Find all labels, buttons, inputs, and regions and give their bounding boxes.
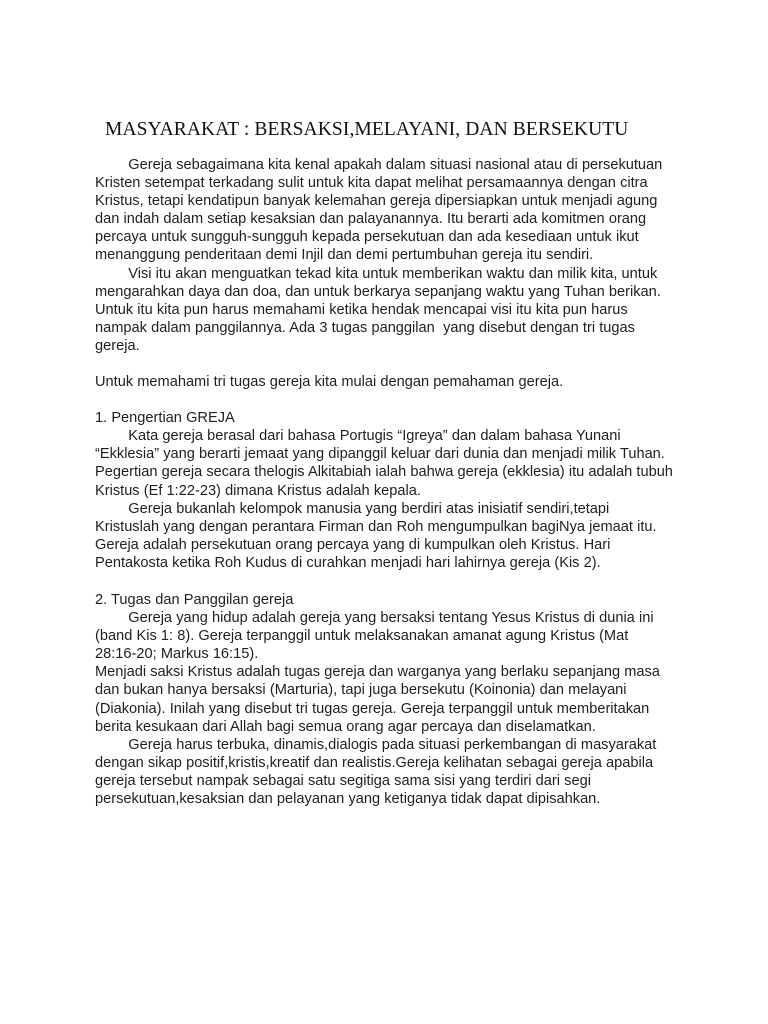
paragraph-spacer: [95, 391, 673, 409]
heading-tugas-dan-panggilan: 2. Tugas dan Panggilan gereja: [95, 591, 294, 608]
page-title: MASYARAKAT : BERSAKSI,MELAYANI, DAN BERSEKUTU: [105, 119, 629, 140]
paragraph-visi: Visi itu akan menguatkan tekad kita untuk memberikan waktu dan milik kita, untuk mengarahkan daya dan doa, dan untuk berkarya sepanjang waktu yang Tuhan berikan. Untuk itu kita pun harus memahami ketika hendak mencapai visi itu kita pun harus nampak dalam panggilannya. Ada 3 tugas panggilan yang disebut dengan tri tugas gereja.: [95, 265, 665, 354]
paragraph-pengertian-theologis: Pegertian gereja secara thelogis Alkitabiah ialah bahwa gereja (ekklesia) itu adalah tubuh Kristus (Ef 1:22-23) dimana Kristus adalah kepala.: [95, 464, 678, 499]
heading-pengertian-greja: 1. Pengertian GREJA: [95, 410, 235, 427]
paragraph-tri-tugas-marturia: Menjadi saksi Kristus adalah tugas gereja dan warganya yang berlaku sepanjang masa dan bukan hanya bersaksi (Marturia), tapi juga bersekutu (Koinonia) dan melayani (Diakonia). Inilah yang disebut tri tugas gereja. Gereja terpanggil untuk memberitakan berita kesukaan dari Allah bagi semua orang agar percaya dan diselamatkan.: [95, 664, 665, 735]
paragraph-intro-gereja: Gereja sebagaimana kita kenal apakah dalam situasi nasional atau di persekutuan Kristen setempat terkadang sulit untuk kita dapat melihat persamaannya dengan citra Kristus, tetapi kendatipun banyak kelemahan gereja dipersiapkan untuk menjadi agung dan indah dalam setiap kesaksian dan palayanannya. Itu berarti ada komitmen orang percaya untuk sungguh-sungguh kepada persekutuan dan ada kesediaan untuk ikut menanggung penderitaan demi Injil dan demi pertumbuhan gereja itu sendiri.: [95, 157, 667, 264]
paragraph-gereja-hidup-bersaksi: Gereja yang hidup adalah gereja yang bersaksi tentang Yesus Kristus di dunia ini (band Kis 1: 8). Gereja terpanggil untuk melaksanakan amanat agung Kristus (Mat 28:16-20; Markus 16:15).: [95, 610, 658, 663]
paragraph-kata-gereja-asal: Kata gereja berasal dari bahasa Portugis “Igreya” dan dalam bahasa Yunani “Ekklesia” yang berarti jemaat yang dipanggil keluar dari dunia dan menjadi milik Tuhan.: [95, 428, 665, 463]
paragraph-spacer: [95, 572, 673, 591]
document-text-body: [95, 118, 678, 808]
paragraph-spacer: [95, 355, 673, 373]
paragraph-gereja-bukan-kelompok: Gereja bukanlah kelompok manusia yang berdiri atas inisiatif sendiri,tetapi Kristuslah yang dengan perantara Firman dan Roh mengumpulkan bagiNya jemaat itu. Gereja adalah persekutuan orang percaya yang di kumpulkan oleh Kristus. Hari Pentakosta ketika Roh Kudus di curahkan menjadi hari lahirnya gereja (Kis 2).: [95, 500, 661, 571]
paragraph-gereja-terbuka-dinamis: Gereja harus terbuka, dinamis,dialogis pada situasi perkembangan di masyarakat dengan sikap positif,kristis,kreatif dan realistis.Gereja kelihatan sebagai gereja apabila gereja tersebut nampak sebagai satu segitiga sama sisi yang terdiri dari segi persekutuan,kesaksian dan pelayanan yang ketiganya tidak dapat dipisahkan.: [95, 736, 661, 807]
paragraph-memahami-tri-tugas: Untuk memahami tri tugas gereja kita mulai dengan pemahaman gereja.: [95, 374, 564, 391]
